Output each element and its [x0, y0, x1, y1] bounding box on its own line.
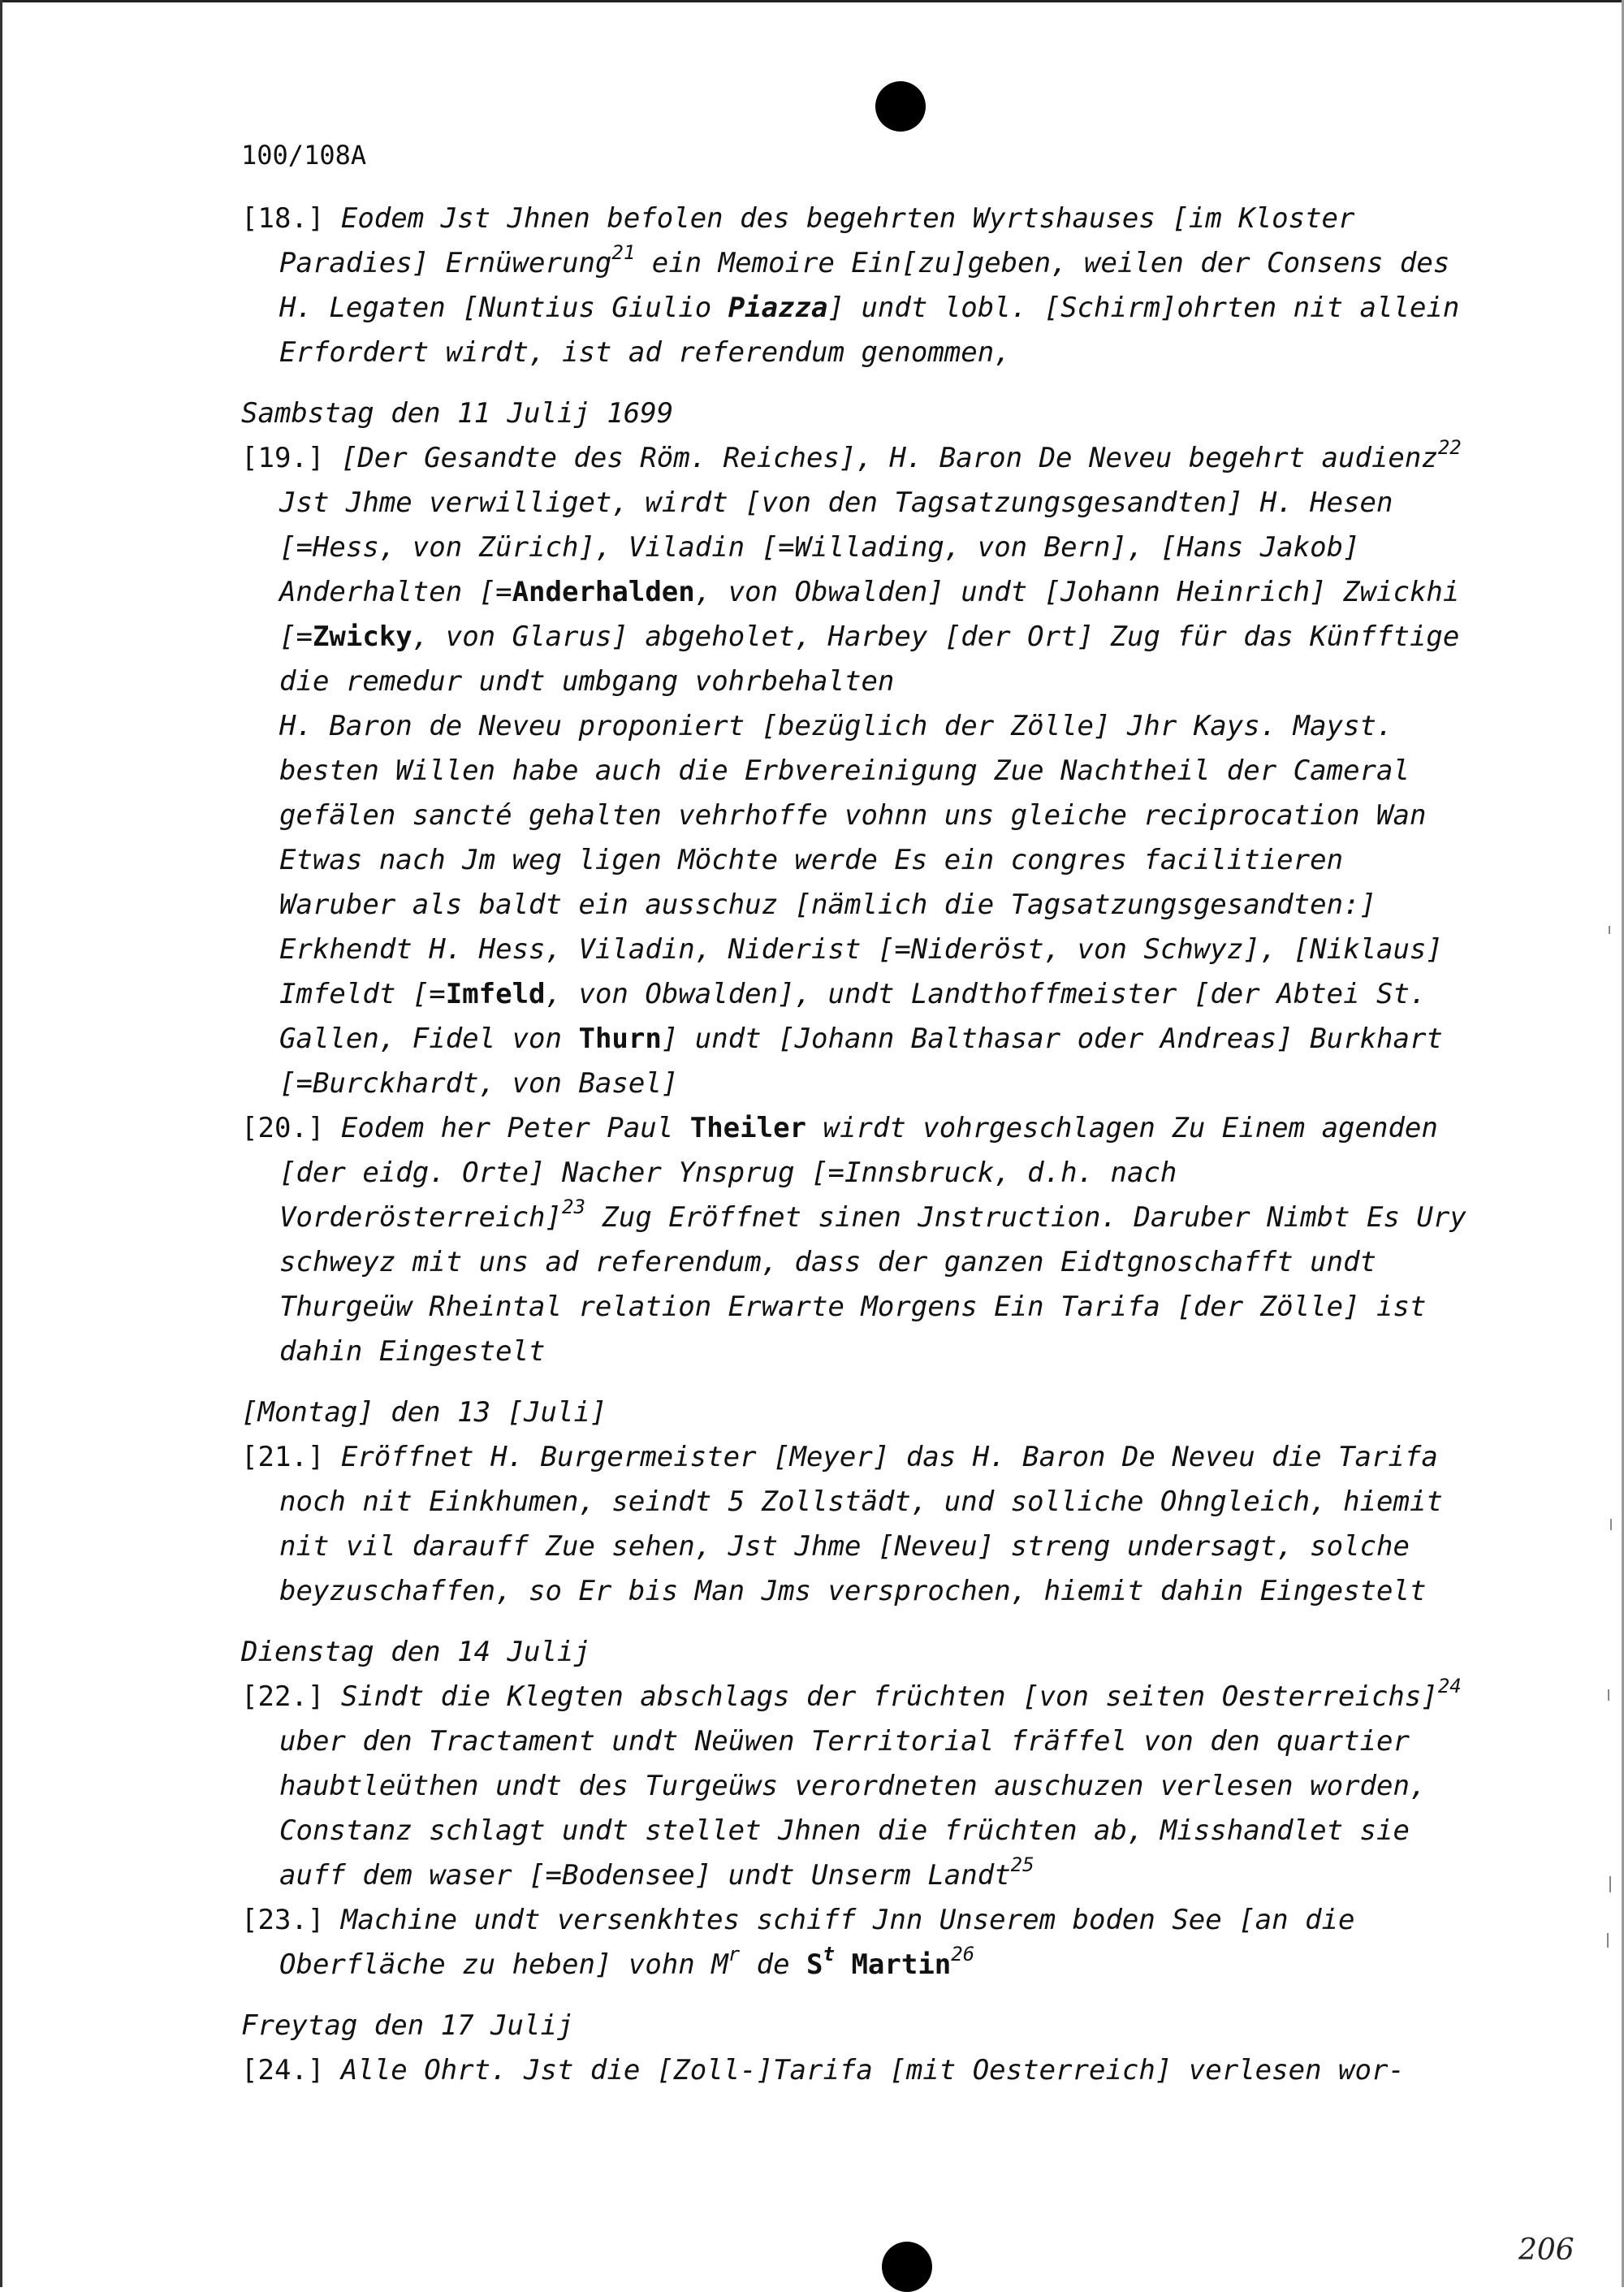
entry-23: [23.] Machine undt versenkhtes schiff Jnn Unserem boden See [an die Oberfläche zu heben] vohn $M^r$ de $S^t$ Martin$^{26}$: [241, 1904, 1355, 1981]
scan-speck: [1607, 1933, 1609, 1948]
entry-19: [19.] [Der Gesandte des Röm. Reiches], H. Baron De Neveu begehrt audienz$^{22}$ Jst Jhme verwilliget, wirdt [von den Tagsatzungsgesandten] H. Hesen [=Hess, von Zürich], Viladin [=Willading, von Bern], [Hans Jakob] Anderhalten [=Anderhalden, von Obwalden] undt [Johann Heinrich] Zwickhi [=Zwicky, von Glarus] abgeholet, Harbey [der Ort] Zug für das Künfftige die remedur undt umbgang vohrbehalten H. Baron de Neveu proponiert [bezüglich der Zölle] Jhr Kays. Mayst. besten Willen habe auch die Erbvereinigung Zue Nachtheil der Cameral gefälen sancté gehalten vehrhoffe vohnn uns gleiche reciprocation Wan Etwas nach Jm weg ligen Möchte werde Es ein congres facilitieren Waruber als baldt ein ausschuz [nämlich die Tagsatzungsgesandten:] Erkhendt H. Hess, Viladin, Niderist [=Nideröst, von Schwyz], [Niklaus] Imfeldt [=Imfeld, von Obwalden], undt Landthoffmeister [der Abtei St. Gallen, Fidel von Thurn] undt [Johann Balthasar oder Andreas] Burkhart [=Burckhardt, von Basel]: [241, 435, 1462, 1100]
scan-speck: [1609, 926, 1610, 934]
entry-22: [22.] Sindt die Klegten abschlags der früchten [von seiten Oesterreichs]$^{24}$ uber den Tractament undt Neüwen Territorial fräffel von den quartier haubtleüthen undt des Turgeüws verordneten auschuzen verlesen worden, Constanz schlagt undt stellet Jhnen die früchten ab, Misshandlet sie auff dem waser [=Bodensee] undt Unserm Landt$^{25}$: [241, 1674, 1462, 1892]
entry-20: [20.] Eodem her Peter Paul Theiler wirdt vohrgeschlagen Zu Einem agenden [der eidg. Orte] Nacher Ynsprug [=Innsbruck, d.h. nach Vorderösterreich]$^{23}$ Zug Eröffnet sinen Jnstruction. Daruber Nimbt Es Ury schweyz mit uns ad referendum, dass der ganzen Eidtgnoschafft undt Thurgeüw Rheintal relation Erwarte Morgens Ein Tarifa [der Zölle] ist dahin Eingestelt: [241, 1112, 1466, 1368]
entry-number: [18.]: [241, 202, 325, 235]
entry-number: [23.]: [241, 1904, 325, 1936]
entry-number: [19.]: [241, 442, 325, 474]
page-left-border: [0, 0, 2, 2287]
footnote-marker: 21: [611, 240, 636, 264]
entry-18: [18.] Eodem Jst Jhnen befolen des begehrten Wyrtshauses [im Kloster Paradies] Ernüwerung$^{21}$ ein Memoire Ein[zu]geben, weilen der Consens des H. Legaten [Nuntius Giulio Piazza] undt lobl. [Schirm]ohrten nit allein Erfordert wirdt, ist ad referendum genommen,: [241, 202, 1460, 369]
scan-speck: [1608, 1689, 1609, 1701]
footnote-marker: 22: [1437, 435, 1462, 459]
entry-number: [24.]: [241, 2054, 325, 2087]
bold-name: Imfeld: [445, 978, 546, 1010]
superscript: t: [823, 1942, 835, 1965]
footnote-marker: 24: [1437, 1674, 1462, 1697]
footnote-marker: 23: [562, 1195, 585, 1218]
bold-name: Zwicky: [312, 621, 412, 653]
bold-name: Theiler: [689, 1112, 807, 1144]
page-top-border: [0, 0, 1624, 2]
bold-name: Anderhalden: [512, 576, 695, 608]
document-body: [241, 197, 1475, 2093]
date-heading: Sambstag den 11 Julij 1699: [241, 397, 674, 430]
punch-hole-top: [875, 81, 926, 132]
bold-name: Martin: [834, 1948, 952, 1981]
date-heading: [Montag] den 13 [Juli]: [241, 1396, 607, 1429]
date-heading: Dienstag den 14 Julij: [241, 1636, 590, 1668]
entry-number: [21.]: [241, 1441, 325, 1473]
footnote-marker: 26: [951, 1942, 975, 1965]
bold-name: Piazza: [728, 292, 828, 324]
entry-number: [20.]: [241, 1112, 325, 1144]
scan-speck: [1609, 1876, 1611, 1892]
document-reference: 100/108A: [241, 140, 367, 171]
superscript: r: [728, 1942, 741, 1965]
punch-hole-bottom: [882, 2242, 932, 2292]
bold-name: S: [806, 1948, 823, 1981]
entry-number: [22.]: [241, 1680, 325, 1713]
folio-number: 206: [1518, 2234, 1574, 2267]
bold-name: Thurn: [578, 1023, 662, 1055]
entry-24: [24.] Alle Ohrt. Jst die [Zoll-]Tarifa [mit Oesterreich] verlesen wor-: [241, 2054, 1405, 2087]
entry-21: [21.] Eröffnet H. Burgermeister [Meyer] das H. Baron De Neveu die Tarifa noch nit Einkhumen, seindt 5 Zollstädt, und solliche Ohngleich, hiemit nit vil darauff Zue sehen, Jst Jhme [Neveu] streng undersagt, solche beyzuschaffen, so Er bis Man Jms versprochen, hiemit dahin Eingestelt: [241, 1441, 1443, 1607]
date-heading: Freytag den 17 Julij: [241, 2009, 574, 2042]
scan-speck: [1610, 1519, 1612, 1530]
footnote-marker: 25: [1010, 1853, 1034, 1876]
